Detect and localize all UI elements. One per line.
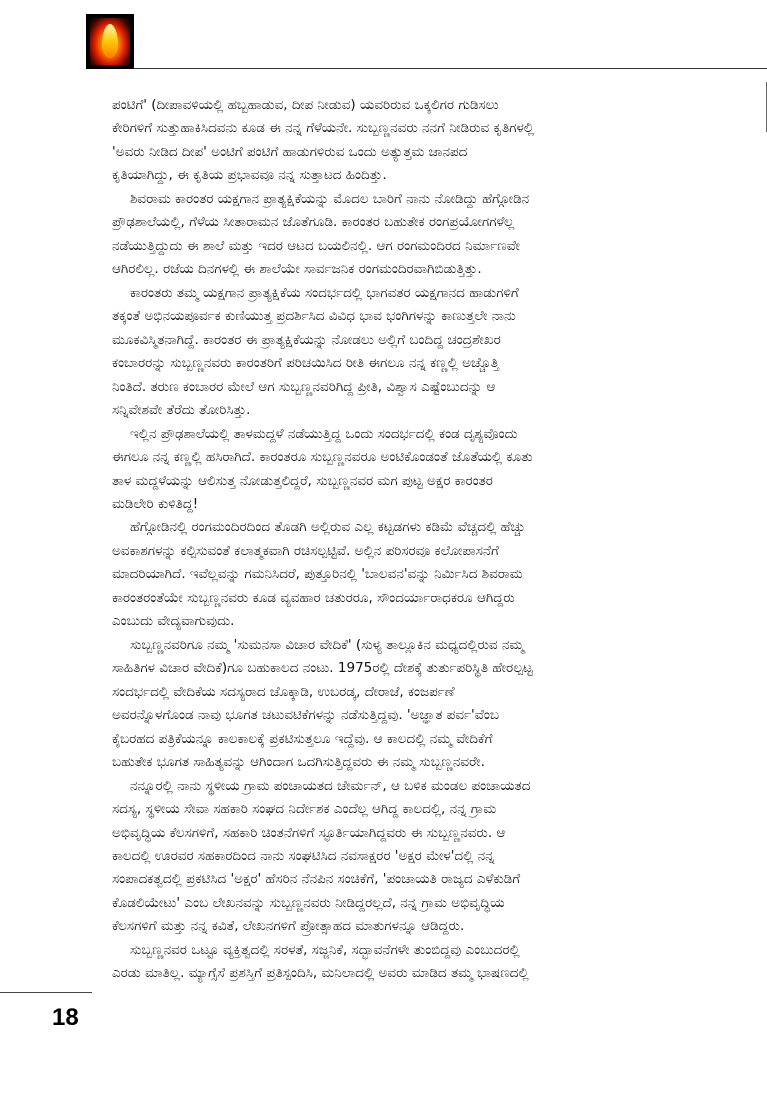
text-line: ಎಂಬುದು ವೇದ್ಯವಾಗುವುದು. (112, 613, 235, 630)
text-line: ಕಂಬಾರರನ್ನು ಸುಬ್ಬಣ್ಣನವರು ಕಾರಂತರಿಗೆ ಪರಿಚಯಿಸಿದ ರೀತಿ ಈಗಲೂ ನನ್ನ ಕಣ್ಣಲ್ಲಿ ಅಚ್ಚೊತ್ತಿ (112, 355, 500, 372)
text-line: ಈಗಲೂ ನನ್ನ ಕಣ್ಣಲ್ಲಿ ಹಸಿರಾಗಿದೆ. ಕಾರಂತರೂ ಸುಬ್ಬಣ್ಣನವರೂ ಅಂಟಿಕೊಂಡಂತೆ ಜೊತೆಯಲ್ಲಿ ಕೂತು (112, 449, 533, 466)
text-line: ಸನ್ನಿವೇಶವೇ ತೆರೆದು ತೋರಿಸಿತ್ತು. (112, 402, 251, 419)
text-line: ಸುಬ್ಬಣ್ಣನವರಿಗೂ ನಮ್ಮ 'ಸುಮನಸಾ ವಿಚಾರ ವೇದಿಕೆ' (ಸುಳ್ಯ ತಾಲ್ಲೂಕಿನ ಮಧ್ಯದಲ್ಲಿರುವ ನಮ್ಮ (130, 636, 525, 653)
text-line: ಸದಸ್ಯ, ಸ್ಥಳೀಯ ಸೇವಾ ಸಹಕಾರಿ ಸಂಘದ ನಿರ್ದೇಶಕ ಎಂದೆಲ್ಲ ಆಗಿದ್ದ ಕಾಲದಲ್ಲಿ, ನನ್ನ ಗ್ರಾಮ (112, 801, 497, 818)
text-line: ಇಲ್ಲಿನ ಪ್ರೌಢಶಾಲೆಯಲ್ಲಿ ತಾಳಮದ್ದಳೆ ನಡೆಯುತ್ತಿದ್ದ ಒಂದು ಸಂದರ್ಭದಲ್ಲಿ ಕಂಡ ದೃಶ್ಯವೊಂದು (130, 425, 518, 442)
text-line: ಮಡಿಲೇರಿ ಕುಳಿತಿದ್ದ! (112, 495, 199, 512)
text-line: ಮೂಕವಿಸ್ಮಿತನಾಗಿದ್ದೆ. ಕಾರಂತರ ಈ ಪ್ರಾತ್ಯಕ್ಷಿಕೆಯನ್ನು ನೋಡಲು ಅಲ್ಲಿಗೆ ಬಂದಿದ್ದ ಚಂದ್ರಶೇಖರ (112, 331, 501, 348)
text-line: ಮಾದರಿಯಾಗಿದೆ. ಇವೆಲ್ಲವನ್ನು ಗಮನಿಸಿದರೆ, ಪುತ್ತೂರಿನಲ್ಲಿ 'ಬಾಲವನ'ವನ್ನು ನಿರ್ಮಿಸಿದ ಶಿವರಾಮ (112, 566, 523, 583)
text-line: ಕಾಲದಲ್ಲಿ ಊರವರ ಸಹಕಾರದಿಂದ ನಾನು ಸಂಘಟಿಸಿದ ನವಸಾಕ್ಷರರ 'ಅಕ್ಷರ ಮೇಳ'ದಲ್ಲಿ ನನ್ನ (112, 848, 495, 864)
text-line: ತಕ್ಕಂತೆ ಅಭಿನಯಪೂರ್ವಕ ಕುಣಿಯುತ್ತ ಪ್ರದರ್ಶಿಸಿದ ವಿವಿಧ ಭಾವ ಭಂಗಿಗಳನ್ನು ಕಾಣುತ್ತಲೇ ನಾನು (112, 308, 516, 325)
text-line: ಕೆಲಸಗಳಿಗೆ ಮತ್ತು ನನ್ನ ಕವಿತೆ, ಲೇಖನಗಳಿಗೆ ಪ್ರೋತ್ಸಾಹದ ಮಾತುಗಳನ್ನೂ ಆಡಿದ್ದರು. (112, 918, 465, 935)
body-text (112, 94, 712, 986)
text-line: ನಿಂತಿದೆ. ತರುಣ ಕಂಬಾರರ ಮೇಲೆ ಆಗ ಸುಬ್ಬಣ್ಣನವರಿಗಿದ್ದ ಪ್ರೀತಿ, ವಿಶ್ವಾಸ ಎಷ್ಟೆಂಬುದನ್ನು ಆ (112, 378, 496, 395)
text-line: ಹೆಗ್ಗೋಡಿನಲ್ಲಿ ರಂಗಮಂದಿರದಿಂದ ತೊಡಗಿ ಅಲ್ಲಿರುವ ಎಲ್ಲ ಕಟ್ಟಡಗಳು ಕಡಿಮೆ ವೆಚ್ಚದಲ್ಲಿ ಹೆಚ್ಚು (130, 519, 526, 536)
text-line: ಶಿವರಾಮ ಕಾರಂತರ ಯಕ್ಷಗಾನ ಪ್ರಾತ್ಯಕ್ಷಿಕೆಯನ್ನು ಮೊದಲ ಬಾರಿಗೆ ನಾನು ನೋಡಿದ್ದು ಹೆಗ್ಗೋಡಿನ (130, 190, 530, 207)
diya-lamp-icon (86, 14, 134, 69)
text-line: ಬಹುತೇಕ ಭೂಗತ ಸಾಹಿತ್ಯವನ್ನು ಆಗಿಂದಾಗ ಒದಗಿಸುತ್ತಿದ್ದವರು ಈ ನಮ್ಮ ಸುಬ್ಬಣ್ಣನವರೇ. (112, 754, 485, 771)
text-line: ಸಂಪಾದಕತ್ವದಲ್ಲಿ ಪ್ರಕಟಿಸಿದ 'ಅಕ್ಷರ' ಹೆಸರಿನ ನೆನಪಿನ ಸಂಚಿಕೆಗೆ, 'ಪಂಚಾಯತಿ ರಾಜ್ಯದ ಎಳೆಕುಡಿಗೆ (112, 871, 521, 888)
footer-rule (0, 992, 92, 993)
text-line: ತಾಳ ಮದ್ದಳೆಯನ್ನು ಆಲಿಸುತ್ತ ನೋಡುತ್ತಲಿದ್ದರೆ, ಸುಬ್ಬಣ್ಣನವರ ಮಗ ಪುಟ್ಟ ಅಕ್ಷರ ಕಾರಂತರ (112, 472, 493, 489)
text-line: ಕೇರಿಗಳಿಗೆ ಸುತ್ತುಹಾಕಿಸಿದವನು ಕೂಡ ಈ ನನ್ನ ಗೆಳೆಯನೇ. ಸುಬ್ಬಣ್ಣನವರು ನನಗೆ ನೀಡಿರುವ ಕೃತಿಗಳಲ್ಲಿ (112, 120, 535, 137)
text-line: ಅವಕಾಶಗಳನ್ನು ಕಲ್ಪಿಸುವಂತೆ ಕಲಾತ್ಮಕವಾಗಿ ರಚಿಸಲ್ಪಟ್ಟಿವೆ. ಅಲ್ಲಿನ ಪರಿಸರವೂ ಕಲೋಪಾಸನೆಗೆ (112, 542, 499, 559)
header-rule (134, 68, 767, 69)
text-line: ಸಾಹಿತಿಗಳ ವಿಚಾರ ವೇದಿಕೆ)ಗೂ ಬಹುಕಾಲದ ನಂಟು. 1975ರಲ್ಲಿ ದೇಶಕ್ಕೆ ತುರ್ತುಪರಿಸ್ಥಿತಿ ಹೇರಲ್ಪಟ್ಟ (112, 660, 533, 677)
text-line: ಆಗಿರಲಿಲ್ಲ. ರಜೆಯ ದಿನಗಳಲ್ಲಿ ಈ ಶಾಲೆಯೇ ಸಾರ್ವಜನಿಕ ರಂಗಮಂದಿರವಾಗಿಬಿಡುತ್ತಿತ್ತು. (112, 261, 482, 278)
text-line: ಪಂಟಿಗೆ' (ದೀಪಾವಳಿಯಲ್ಲಿ ಹಬ್ಬಹಾಡುವ, ದೀಪ ನೀಡುವ) ಯವರಿರುವ ಒಕ್ಕಲಿಗರ ಗುಡಿಸಲು (112, 97, 499, 113)
lamp-flame (102, 24, 118, 58)
text-line: 'ಅವರು ನೀಡಿದ ದೀಪ' ಅಂಟಿಗೆ ಪಂಟಿಗೆ ಹಾಡುಗಳಿರುವ ಒಂದು ಅತ್ಯುತ್ತಮ ಜಾನಪದ (112, 143, 468, 160)
text-line: ಪ್ರೌಢಶಾಲೆಯಲ್ಲಿ, ಗೆಳೆಯ ಸೀತಾರಾಮನ ಜೊತೆಗೂಡಿ. ಕಾರಂತರ ಬಹುತೇಕ ರಂಗಪ್ರಯೋಗಗಳೆಲ್ಲ (112, 214, 515, 231)
text-line: ಕೊಡಲಿಯೇಟು' ಎಂಬ ಲೇಖನವನ್ನು ಸುಬ್ಬಣ್ಣನವರು ನೀಡಿದ್ದರಲ್ಲದೆ, ನನ್ನ ಗ್ರಾಮ ಅಭಿವೃದ್ಧಿಯ (112, 894, 505, 911)
text-line: ಕಾರಂತರಂತೆಯೇ ಸುಬ್ಬಣ್ಣನವರು ಕೂಡ ವ್ಯವಹಾರ ಚತುರರೂ, ಸೌಂದರ್ಯಾರಾಧಕರೂ ಆಗಿದ್ದರು (112, 589, 515, 606)
text-line: ಅಭಿವೃದ್ಧಿಯ ಕೆಲಸಗಳಿಗೆ, ಸಹಕಾರಿ ಚಿಂತನೆಗಳಿಗೆ ಸ್ಫೂರ್ತಿಯಾಗಿದ್ದವರು ಈ ಸುಬ್ಬಣ್ಣನವರು. ಆ (112, 824, 506, 841)
text-line: ಎರಡು ಮಾತಿಲ್ಲ. ಮ್ಯಾಗ್ಸೆಸೆ ಪ್ರಶಸ್ತಿಗೆ ಪ್ರತಿಸ್ಪಂದಿಸಿ, ಮನಿಲಾದಲ್ಲಿ ಅವರು ಮಾಡಿದ ತಮ್ಮ ಭಾಷಣದಲ್ಲಿ (112, 965, 529, 982)
text-line: ಕೈಬರಹದ ಪತ್ರಿಕೆಯನ್ನೂ ಕಾಲಕಾಲಕ್ಕೆ ಪ್ರಕಟಿಸುತ್ತಲೂ ಇದ್ದೆವು. ಆ ಕಾಲದಲ್ಲಿ ನಮ್ಮ ವೇದಿಕೆಗೆ (112, 730, 493, 747)
text-line: ಅವರನ್ನೊಳಗೊಂಡ ನಾವು ಭೂಗತ ಚಟುವಟಿಕೆಗಳನ್ನು ನಡೆಸುತ್ತಿದ್ದವು. 'ಅಜ್ಞಾತ ಪರ್ವ'ವೆಂಬ (112, 707, 500, 724)
text-line: ನಡೆಯುತ್ತಿದ್ದುದು ಈ ಶಾಲೆ ಮತ್ತು ಇದರ ಆಟದ ಬಯಲಿನಲ್ಲಿ. ಆಗ ರಂಗಮಂದಿರದ ನಿರ್ಮಾಣವೇ (112, 237, 520, 254)
text-line: ಸಂದರ್ಭದಲ್ಲಿ ವೇದಿಕೆಯ ಸದಸ್ಯರಾದ ಚೊಕ್ಕಾಡಿ, ಉಬರಡ್ಕ, ದೇರಾಜೆ, ಕಂಜರ್ಪಣೆ (112, 683, 455, 700)
text-line: ಸುಬ್ಬಣ್ಣನವರ ಒಟ್ಟೂ ವ್ಯಕ್ತಿತ್ವದಲ್ಲಿ ಸರಳತೆ, ಸಜ್ಜನಿಕೆ, ಸದ್ಭಾವನೆಗಳೇ ತುಂಬಿದ್ದವು ಎಂಬುದರಲ್ಲಿ (130, 941, 520, 958)
text-line: ಕೃತಿಯಾಗಿದ್ದು, ಈ ಕೃತಿಯ ಪ್ರಭಾವವೂ ನನ್ನ ಸುತ್ತಾಟದ ಹಿಂದಿತ್ತು. (112, 167, 387, 184)
text-line: ನನ್ನೂರಲ್ಲಿ ನಾನು ಸ್ಥಳೀಯ ಗ್ರಾಮ ಪಂಚಾಯತದ ಚೇರ್ಮನ್, ಆ ಬಳಿಕ ಮಂಡಲ ಪಂಚಾಯತದ (130, 777, 531, 794)
page-number: 18 (52, 1004, 79, 1031)
text-line: ಕಾರಂತರು ತಮ್ಮ ಯಕ್ಷಗಾನ ಪ್ರಾತ್ಯಕ್ಷಿಕೆಯ ಸಂದರ್ಭದಲ್ಲಿ ಭಾಗವತರ ಯಕ್ಷಗಾನದ ಹಾಡುಗಳಿಗೆ (130, 284, 519, 301)
